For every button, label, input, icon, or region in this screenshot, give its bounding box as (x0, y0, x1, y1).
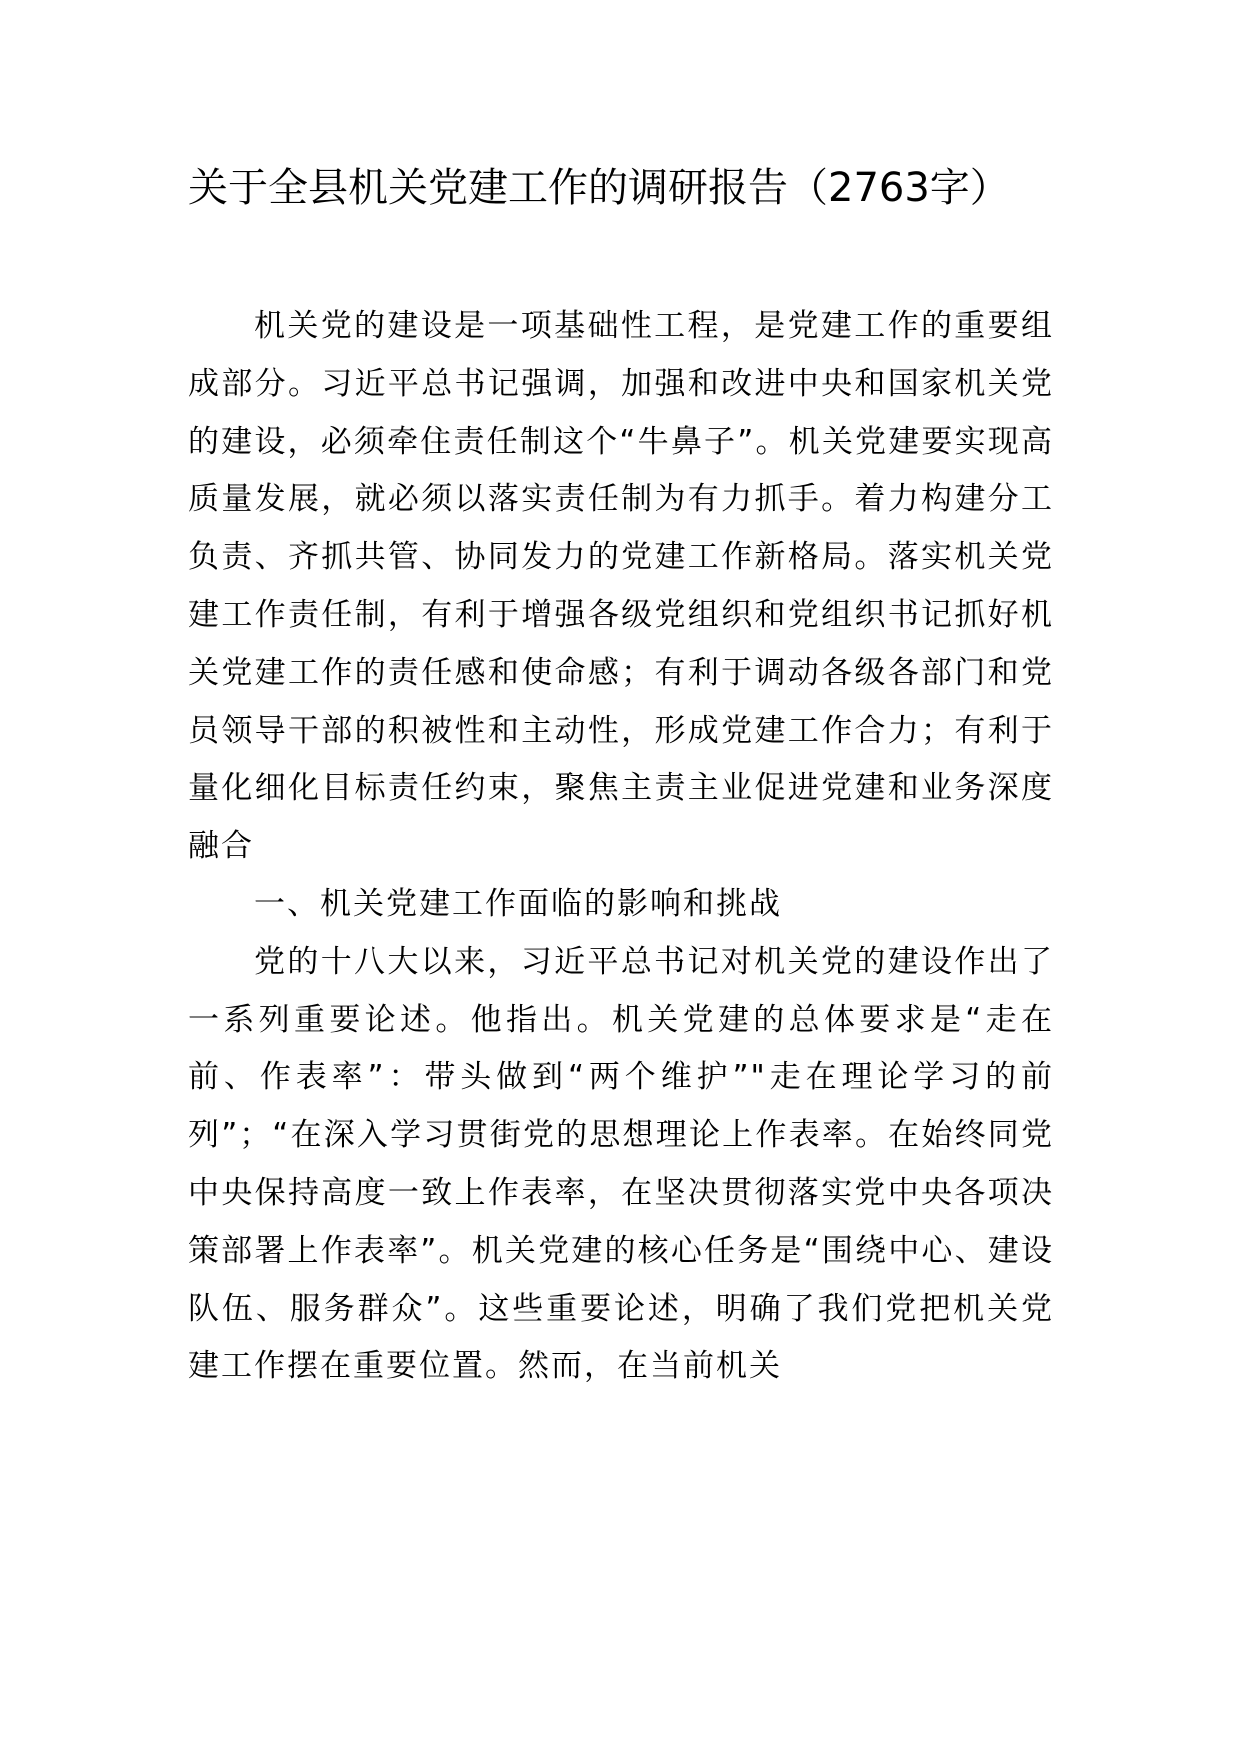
section-heading-1: 一、机关党建工作面临的影响和挑战 (254, 885, 782, 922)
document-body (188, 298, 1054, 1396)
section-1-paragraph: 党的十八大以来，习近平总书记对机关党的建设作出了一系列重要论述。他指出。机关党建的总体要求是“走在前、作表率”：带头做到“两个维护”"走在理论学习的前列”；“在深入学习贯街党的思想理论上作表率。在始终同党中央保持高度一致上作表率，在坚决贯彻落实党中央各项决策部署上作表率”。机关党建的核心任务是“围绕中心、建设队伍、服务群众”。这些重要论述，明确了我们党把机关党建工作摆在重要位置。然而，在当前机关 (188, 943, 1054, 1385)
intro-paragraph: 机关党的建设是一项基础性工程，是党建工作的重要组成部分。习近平总书记强调，加强和改进中央和国家机关党的建设，必须牵住责任制这个“牛鼻子”。机关党建要实现高质量发展，就必须以落实责任制为有力抓手。着力构建分工负责、齐抓共管、协同发力的党建工作新格局。落实机关党建工作责任制，有利于增强各级党组织和党组织书记抓好机关党建工作的责任感和使命感；有利于调动各级各部门和党员领导干部的积被性和主动性，形成党建工作合力；有利于量化细化目标责任约束，聚焦主责主业促进党建和业务深度融合 (188, 308, 1054, 865)
document-page (188, 160, 1054, 1396)
document-title: 关于全县机关党建工作的调研报告（2763字） (188, 165, 1010, 211)
